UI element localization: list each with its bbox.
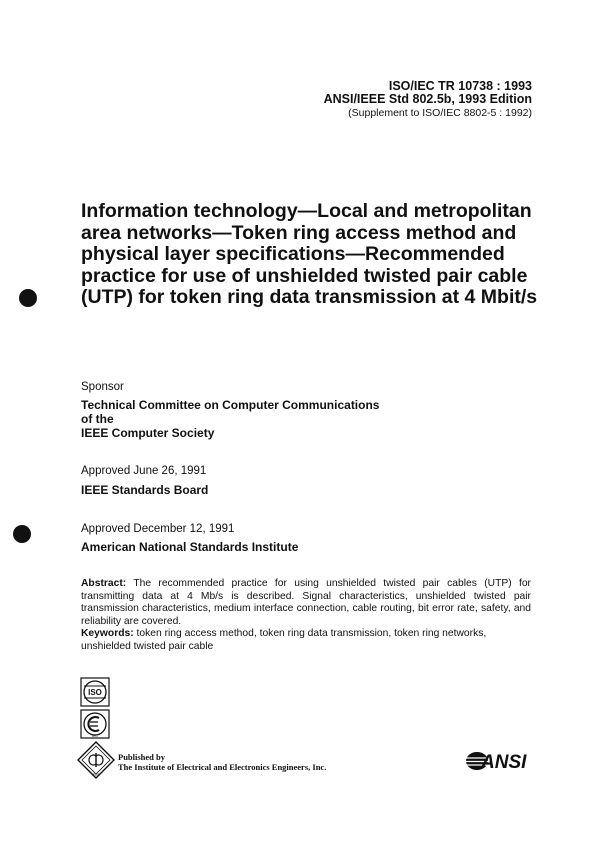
approval-date-ieee: Approved June 26, 1991	[81, 465, 207, 477]
abstract-label: Abstract:	[81, 578, 127, 589]
title-line: area networks—Token ring access method and	[81, 221, 517, 244]
sponsor-line: Technical Committee on Computer Communications	[81, 398, 380, 412]
sponsor-organization	[81, 398, 379, 440]
sponsor-line: of the	[81, 412, 114, 426]
title-line: Information technology—Local and metropolitan	[81, 200, 532, 222]
iso-logo	[80, 677, 110, 712]
keywords-text: token ring access method, token ring data transmission, token ring networks, unshielded twisted pair cable	[81, 628, 487, 652]
punch-hole-dot	[13, 525, 31, 543]
ieee-logo	[77, 741, 115, 784]
ansi-logo-text: ANSI	[481, 752, 527, 773]
ansi-logo	[465, 747, 533, 778]
iec-logo	[80, 709, 110, 744]
published-by-label: Published by	[118, 752, 166, 762]
abstract-text: The recommended practice for using unshielded twisted pair cables (UTP) for transmitting data at 4 Mb/s is described. Signal characteristics, unshielded twisted pair transmission characteristics, medium interface connection, cable routing, bit error rate, safety, and reliability are covered.	[81, 578, 531, 627]
iec-logo-text: IEC	[92, 734, 98, 738]
publisher-name: The Institute of Electrical and Electronics Engineers, Inc.	[118, 762, 327, 772]
sponsor-label: Sponsor	[81, 381, 124, 393]
supplement-note: (Supplement to ISO/IEC 8802-5 : 1992)	[348, 107, 532, 119]
approval-body-ieee: IEEE Standards Board	[81, 483, 209, 497]
document-title	[81, 201, 551, 309]
iso-logo-text: ISO	[88, 688, 102, 697]
abstract-paragraph	[81, 578, 531, 628]
approval-body-ansi: American National Standards Institute	[81, 540, 299, 554]
standard-number: ANSI/IEEE Std 802.5b, 1993 Edition	[323, 92, 532, 106]
keywords-paragraph	[81, 628, 531, 653]
publisher-block	[118, 752, 326, 772]
title-line: physical layer specifications—Recommended	[81, 243, 505, 265]
keywords-label: Keywords:	[81, 628, 134, 639]
ieee-logo-text: IEEE	[92, 773, 100, 777]
punch-hole-dot	[19, 289, 37, 307]
title-line: (UTP) for token ring data transmission at 4 Mbit/s	[81, 286, 538, 308]
document-number: ISO/IEC TR 10738 : 1993	[388, 79, 532, 93]
title-line: practice for use of unshielded twisted pair cable	[81, 264, 528, 287]
approval-date-ansi: Approved December 12, 1991	[81, 523, 235, 535]
sponsor-line: IEEE Computer Society	[81, 426, 215, 440]
